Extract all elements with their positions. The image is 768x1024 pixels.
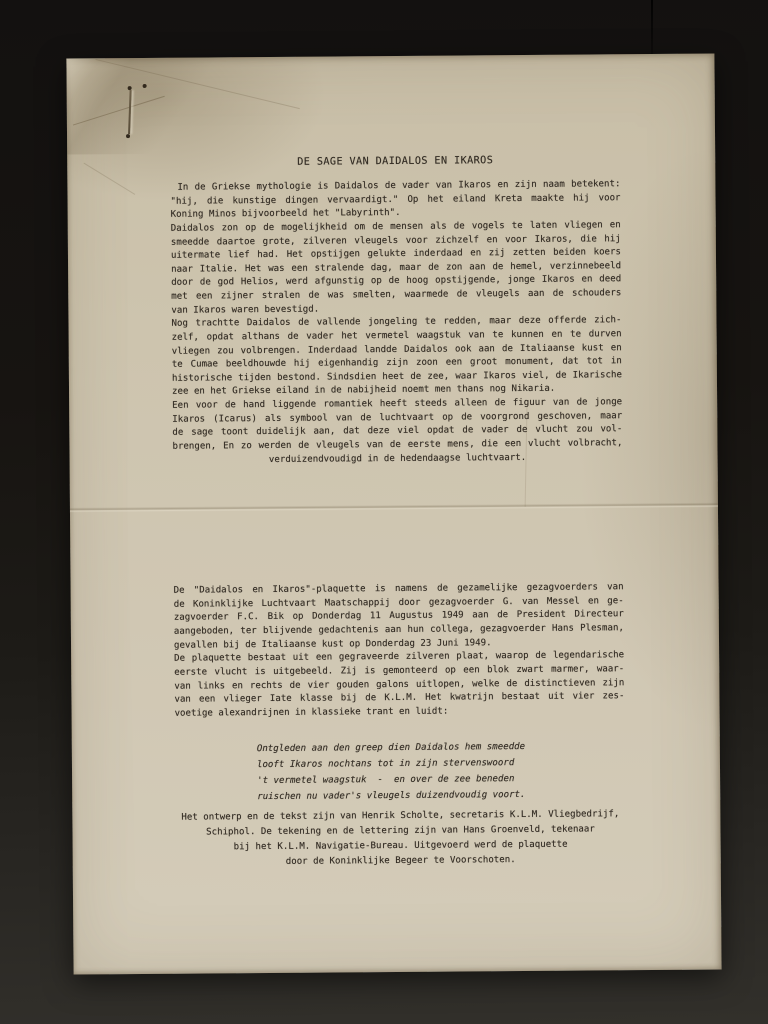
text-line: uitermate lief had. Het opstijgen gelukte inderdaad en zij zetten beiden koers	[170, 247, 621, 261]
document-title: DE SAGE VAN DAIDALOS EN IKAROS	[297, 155, 494, 168]
quatrain-block	[257, 738, 597, 805]
paragraph-block-plaquette	[174, 581, 625, 721]
text-line: van Ikaros waren bevestigd.	[171, 304, 320, 316]
text-line: Ontgleden aan den greep dien Daidalos hem smeedde	[256, 741, 526, 755]
text-line: zee en het Griekse eiland in de nabijheid noemt men thans nog Nikaria.	[171, 384, 556, 398]
staple-slit	[128, 90, 132, 134]
text-line: vliegen zou volbrengen. Inderdaad landde Daidalos ook aan de Italiaanse kust en	[171, 342, 622, 357]
text-line: Koning Minos bijvoorbeeld het "Labyrinth".	[170, 208, 401, 220]
text-line: brengen, En zo werden de vleugels van de eerste mens, die een vlucht volbracht,	[172, 438, 623, 452]
text-line: de Koninklijke Luchtvaart Maatschappij door gezagvoerder G. van Messel en ge-	[173, 595, 624, 610]
text-line: historische tijden bestond. Sindsdien heet de zee, waar Ikaros viel, de Ikarische	[171, 369, 622, 384]
text-line: door de Koninklijke Begeer te Voorschoten.	[285, 855, 516, 868]
text-line: looft Ikaros nochtans tot in zijn stervenswoord	[256, 758, 515, 771]
paragraph-block-myth-story	[170, 178, 622, 468]
background-seam-line	[651, 0, 653, 60]
text-line: Schiphol. De tekening en de lettering zijn van Hans Groenveld, tekenaar	[206, 824, 595, 838]
text-line: met een zijner stralen de was smelten, waarmede de vleugels aan de schouders	[171, 288, 622, 302]
text-line: aangeboden, ter blijvende gedachtenis aan hun collega, gezagvoerder Hans Plesman,	[173, 623, 624, 637]
text-line: gevallen bij de Italiaanse kust op Donderdag 23 Juni 1949.	[173, 637, 492, 651]
staple-mark	[123, 82, 151, 140]
text-line: Nog trachtte Daidalos de vallende jongeling te redden, maar deze offerde zich-	[171, 315, 622, 329]
text-line: "hij, die kunstige dingen vervaardigt." Op het eiland Kreta maakte hij voor	[170, 192, 621, 207]
text-line: te Cumae beeldhouwde hij eigenhandig zijn zoon een groot monument, dat tot in	[171, 356, 622, 370]
text-line: van links en rechts de vier gouden galons uitlopen, welke de distinctieven zijn	[174, 677, 625, 692]
text-line: ruischen nu vader's vleugels duizendvoudig voort.	[257, 789, 526, 803]
text-line: De "Daidalos en Ikaros"-plaquette is namens de gezamelijke gezagvoerders van	[173, 582, 624, 596]
text-line: De plaquette bestaat uit een gegraveerde zilveren plaat, waarop de legendarische	[174, 650, 625, 665]
text-line: naar Italie. Het was een stralende dag, maar de zon aan de hemel, verzinnebeeld	[171, 260, 622, 275]
staple-hole	[126, 134, 130, 138]
text-line: zagvoerder F.C. Bik op Donderdag 11 Augustus 1949 aan de President Directeur	[173, 609, 624, 624]
text-line: Ikaros (Icarus) als symbool van de luchtvaart op de voorgrond geschoven, maar	[172, 410, 623, 425]
text-line: verduizendvoudigd in de hedendaagse luchtvaart.	[268, 452, 527, 465]
text-line: Het ontwerp en de tekst zijn van Henrik Scholte, secretaris K.L.M. Vliegbedrijf,	[181, 809, 620, 823]
document-content	[169, 54, 626, 974]
text-line: smeedde daartoe grote, zilveren vleugels voor zichzelf en voor Ikaros, die hij	[170, 233, 621, 248]
text-line: zelf, opdat althans de vader het vermetel waagstuk van te kunnen en te durven	[171, 329, 622, 343]
text-line: eerste vlucht is uitgebeeld. Zij is gemonteerd op een blok zwart marmer, waar-	[174, 664, 625, 678]
text-line: Daidalos zon op de mogelijkheid om de mensen als de vogels te laten vliegen en	[170, 220, 621, 234]
text-line: voetige alexandrijnen in klassieke trant en luidt:	[174, 706, 449, 719]
credits-block	[175, 807, 625, 871]
text-line: 't vermetel waagstuk - en over de zee beneden	[257, 774, 515, 787]
corner-crease-line-2	[84, 163, 136, 195]
text-line: bij het K.L.M. Navigatie-Bureau. Uitgevoerd werd de plaquette	[233, 839, 568, 853]
text-line: In de Griekse mythologie is Daidalos de vader van Ikaros en zijn naam betekent:	[177, 179, 621, 193]
paper-sheet	[66, 53, 721, 974]
text-line: van een vlieger Iate klasse bij de K.L.M. Het kwatrijn bestaat uit vier zes-	[174, 691, 625, 705]
staple-hole	[143, 84, 147, 88]
text-line: door de god Helios, werd afgunstig op de hoog opstijgende, jonge Ikaros en deed	[171, 274, 622, 289]
text-line: de sage toont duidelijk aan, dat deze viel opdat de vader de vlucht zou vol-	[172, 424, 623, 438]
text-line: Een voor de hand liggende romantiek heeft steeds alleen de figuur van de jonge	[172, 397, 623, 411]
staple-hole	[128, 86, 132, 90]
